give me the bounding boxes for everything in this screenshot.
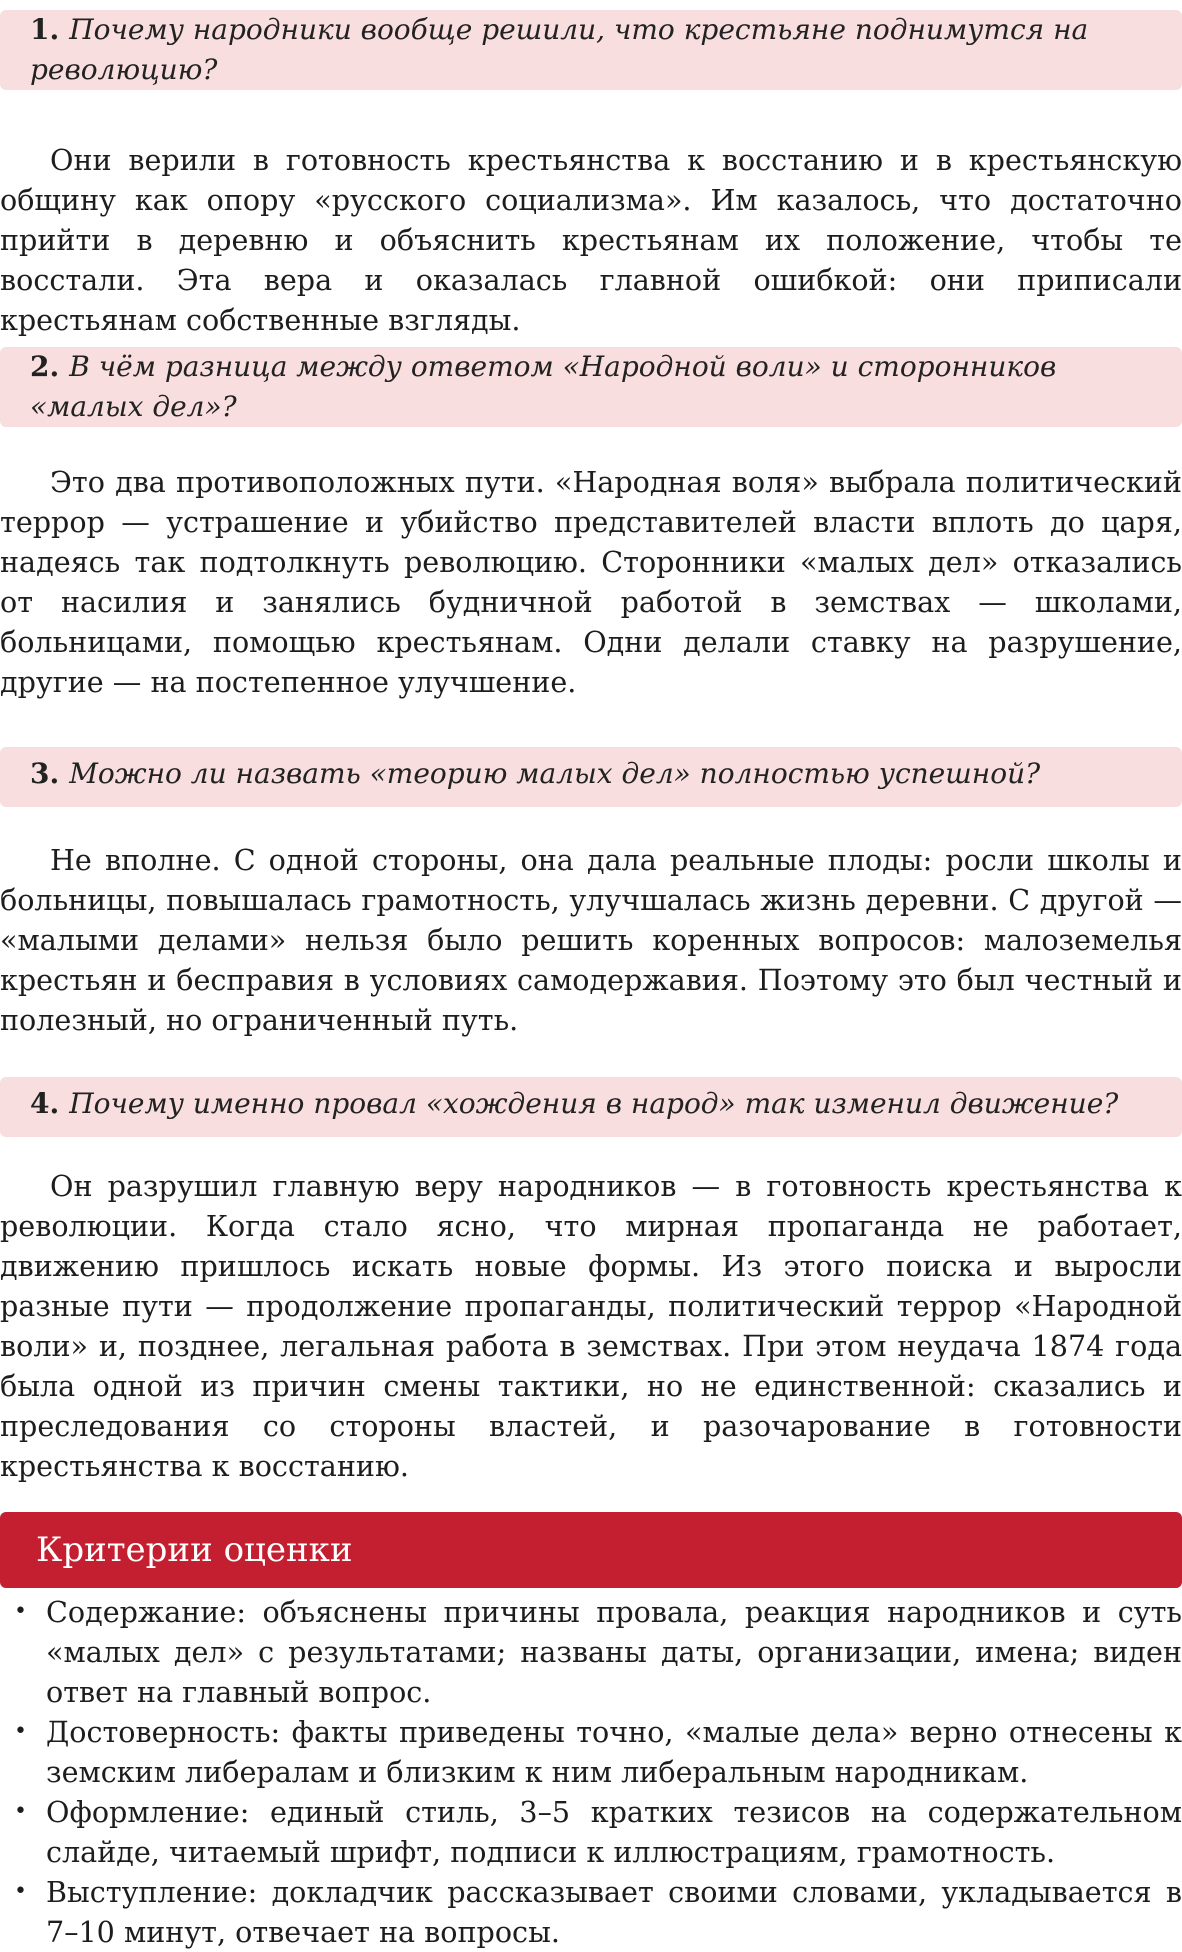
criteria-item (0, 1792, 1182, 1872)
question-box-3 (0, 747, 1182, 807)
question-number: 2. (30, 350, 60, 383)
bullet-icon: • (14, 1799, 27, 1824)
question-text: В чём разница между ответом «Народной воли» и сторонников «малых дел»? (30, 350, 1057, 423)
question-number: 4. (30, 1087, 60, 1120)
criteria-list (0, 1592, 1182, 1952)
criteria-item-text: Достоверность: факты приведены точно, «малые дела» верно отнесены к земским либералам и близким к ним либеральным народникам. (46, 1715, 1182, 1789)
criteria-item (0, 1712, 1182, 1792)
criteria-item-text: Оформление: единый стиль, 3–5 кратких тезисов на содержательном слайде, читаемый шрифт, подписи к иллюстрациям, грамотность. (46, 1795, 1182, 1869)
question-text: Можно ли назвать «теорию малых дел» полностью успешной? (69, 757, 1041, 790)
question-box-2 (0, 347, 1182, 427)
answer-paragraph-3: Не вполне. С одной стороны, она дала реальные плоды: росли школы и больницы, повышалась грамотность, улучшалась жизнь деревни. С другой — «малыми делами» нельзя было решить коренных вопросов: малоземелья крестьян и бесправия в условиях самодержавия. Поэтому это был честный и полезный, но ограниченный путь. (0, 843, 1182, 1037)
bullet-icon: • (14, 1879, 27, 1904)
criteria-item-text: Выступление: докладчик рассказывает своими словами, укладывается в 7–10 минут, отвечает на вопросы. (46, 1875, 1182, 1949)
question-box-1 (0, 10, 1182, 90)
question-text: Почему народники вообще решили, что крестьяне поднимутся на революцию? (30, 13, 1089, 86)
question-number: 1. (30, 13, 60, 46)
question-box-4 (0, 1077, 1182, 1137)
answer-paragraph-4: Он разрушил главную веру народников — в готовность крестьянства к революции. Когда стало ясно, что мирная пропаганда не работает, движению пришлось искать новые формы. Из этого поиска и выросли разные пути — продолжение пропаганды, политический террор «Народной воли» и, позднее, легальная работа в земствах. При этом неудача 1874 года была одной из причин смены тактики, но не единственной: сказались и преследования со стороны властей, и разочарование в готовности крестьянства к восстанию. (0, 1169, 1182, 1483)
question-text: Почему именно провал «хождения в народ» так изменил движение? (69, 1087, 1119, 1120)
answer-paragraph-1: Они верили в готовность крестьянства к восстанию и в крестьянскую общину как опору «русского социализма». Им казалось, что достаточно прийти в деревню и объяснить крестьянам их положение, чтобы те восстали. Эта вера и оказалась главной ошибкой: они приписали крестьянам собственные взгляды. (0, 143, 1182, 337)
criteria-header: Критерии оценки (0, 1512, 1182, 1588)
bullet-icon: • (14, 1599, 27, 1624)
answer-paragraph-2: Это два противоположных пути. «Народная воля» выбрала политический террор — устрашение и убийство представителей власти вплоть до царя, надеясь так подтолкнуть революцию. Сторонники «малых дел» отказались от насилия и занялись будничной работой в земствах — школами, больницами, помощью крестьянам. Одни делали ставку на разрушение, другие — на постепенное улучшение. (0, 465, 1182, 699)
criteria-item (0, 1872, 1182, 1952)
question-number: 3. (30, 757, 60, 790)
criteria-item (0, 1592, 1182, 1712)
criteria-item-text: Содержание: объяснены причины провала, реакция народников и суть «малых дел» с результатами; названы даты, организации, имена; виден ответ на главный вопрос. (46, 1595, 1182, 1709)
bullet-icon: • (14, 1719, 27, 1744)
